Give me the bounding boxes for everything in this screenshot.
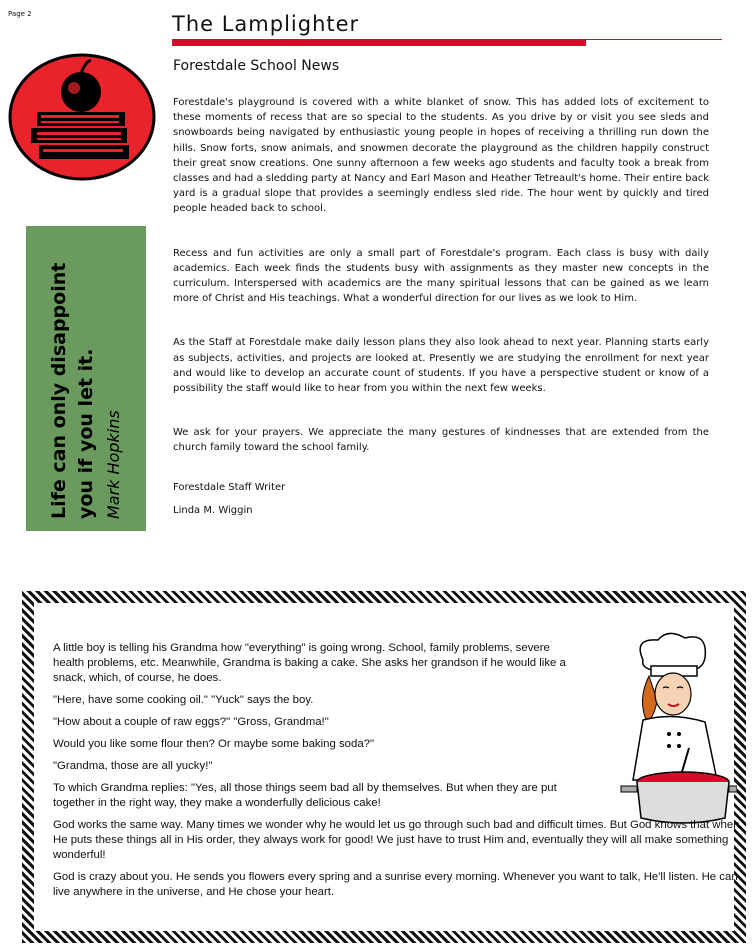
story-border [22, 591, 746, 943]
apple-books-clipart [7, 52, 157, 182]
story-paragraph: A little boy is telling his Grandma how "everything" is going wrong. School, family problems, severe health problems, etc. Meanwhile, Grandma is baking a cake. She asks her grandson if he would like a snack, which, of course, he does. [53, 642, 566, 684]
story-paragraph: Would you like some flour then? Or maybe some baking soda?" [53, 738, 375, 750]
story-text [53, 641, 753, 907]
section-title: Forestdale School News [173, 58, 340, 74]
story-paragraph: To which Grandma replies: "Yes, all those things seem bad all by themselves. But when they are put together in the right way, they make a wonderfully delicious cake! [53, 782, 557, 809]
title-rule [172, 39, 586, 46]
article-paragraph: Forestdale's playground is covered with a white blanket of snow. This has added lots of excitement to these moments of recess that are so special to the students. As you drive by or visit you see sleds and snowboards being navigated by enthusiastic young people in hopes of receiving a thrilling run down the hills. Snow forts, snow animals, and snowmen decorate the playground as the children happily construct their great snow creations. One sunny afternoon a few weeks ago students and faculty took a break from classes and had a sledding party at Nancy and Earl Mason and Heather Tetreault's home. Their entire back yard is a gradual slope that provides a seemingly endless sled ride. The hour went by quickly and tired people headed back to school. [173, 97, 709, 215]
title-rule-thin [586, 39, 722, 40]
newsletter-title: The Lamplighter [172, 12, 360, 36]
page-number: Page 2 [8, 10, 32, 18]
article-byline: Forestdale Staff Writer [173, 481, 286, 493]
story-paragraph: "How about a couple of raw eggs?" "Gross, Grandma!" [53, 716, 329, 728]
article-paragraph: As the Staff at Forestdale make daily lesson plans they also look ahead to next year. Planning starts early as subjects, activities, and projects are looked at. Presently we are studying the enrollment for next year and would like to develop an accurate count of students. If you have a perspective student or know of a possibility the staff would like to hear from you within the next few weeks. [173, 337, 709, 395]
pull-quote [26, 226, 146, 531]
story-panel [34, 603, 740, 931]
story-paragraph: "Grandma, those are all yucky!" [53, 760, 213, 772]
school-news-article [173, 95, 709, 526]
quote-line-1: Life can only disappoint [48, 262, 70, 519]
article-paragraph: Recess and fun activities are only a small part of Forestdale's program. Each class is busy with daily academics. Each week finds the students busy with assignments as they master new concepts in the curriculum. Interspersed with academics are the many spiritual lessons that can be gained as we learn more of Christ and His teachings. What a wonderful direction for our lives as we look to Him. [173, 247, 709, 305]
story-paragraph: "Here, have some cooking oil." "Yuck" says the boy. [53, 694, 314, 706]
article-paragraph: We ask for your prayers. We appreciate the many gestures of kindnesses that are extended from the church family toward the school family. [173, 427, 709, 454]
story-paragraph: God works the same way. Many times we wonder why he would let us go through such bad and difficult times. But God knows that when He puts these things all in His order, they always work for good! We just have to trust Him and, eventually they will all make something wonderful! [53, 819, 740, 861]
quote-line-2: you if you let it. [75, 348, 97, 519]
article-author: Linda M. Wiggin [173, 504, 253, 516]
story-paragraph: God is crazy about you. He sends you flowers every spring and a sunrise every morning. Whenever you want to talk, He'll listen. He can live anywhere in the universe, and He chose your heart. [53, 871, 738, 898]
quote-attribution: Mark Hopkins [104, 410, 123, 519]
